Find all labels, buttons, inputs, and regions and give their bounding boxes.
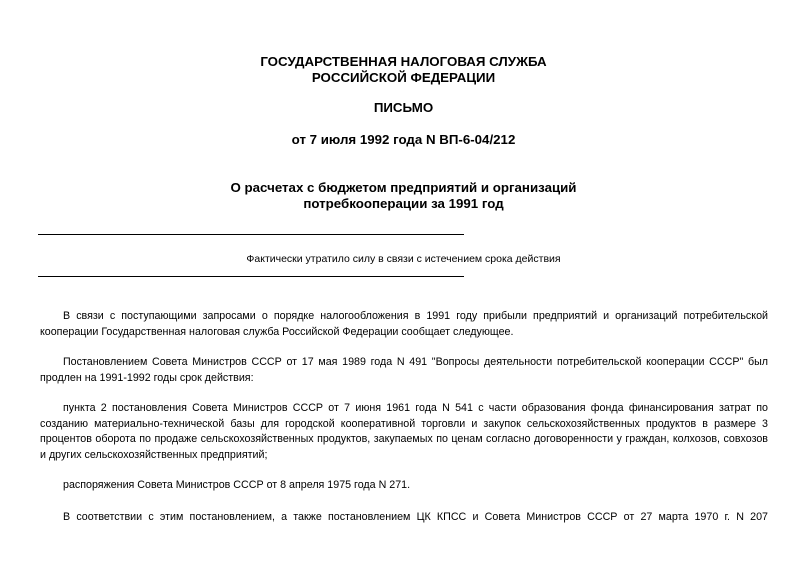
divider-top: [38, 234, 464, 235]
body-paragraph-2: Постановлением Совета Министров СССР от 17 мая 1989 года N 491 "Вопросы деятельности потребительской кооперации СССР" был продлен на 1991-1992 годы срок действия:: [40, 356, 768, 384]
divider-bottom: [38, 276, 464, 277]
status-note: Фактически утратило силу в связи с истечением срока действия: [246, 253, 561, 265]
issuer-name-line1: ГОСУДАРСТВЕННАЯ НАЛОГОВАЯ СЛУЖБА: [260, 54, 547, 69]
document-subject-line1: О расчетах с бюджетом предприятий и организаций: [230, 180, 577, 195]
body-paragraph-3: пункта 2 постановления Совета Министров СССР от 7 июня 1961 года N 541 с части образования фонда финансирования затрат по созданию материально-технической базы для городской кооперативной торговли и закупок сельскохозяйственных продуктов в размере 3 процентов оборота по продаже сельскохозяйственных продуктов, закупаемых по ценам согласно договоренности у граждан, колхозов, совхозов и других сельскохозяйственных предприятий;: [40, 402, 768, 461]
document-type: ПИСЬМО: [373, 100, 434, 115]
body-paragraph-1: В связи с поступающими запросами о порядке налогообложения в 1991 году прибыли предприятий и организаций потребительской кооперации Государственная налоговая служба Российской Федерации сообщает следующее.: [40, 310, 768, 338]
issuer-name-line2: РОССИЙСКОЙ ФЕДЕРАЦИИ: [311, 70, 496, 85]
document-subject-line2: потребкооперации за 1991 год: [303, 196, 504, 211]
body-paragraph-5: В соответствии с этим постановлением, а также постановлением ЦК КПСС и Совета Министров СССР от 27 марта 1970 г. N 207: [63, 511, 768, 523]
body-paragraph-4: распоряжения Совета Министров СССР от 8 апреля 1975 года N 271.: [63, 479, 411, 491]
document-date-number: от 7 июля 1992 года N ВП-6-04/212: [291, 132, 516, 147]
